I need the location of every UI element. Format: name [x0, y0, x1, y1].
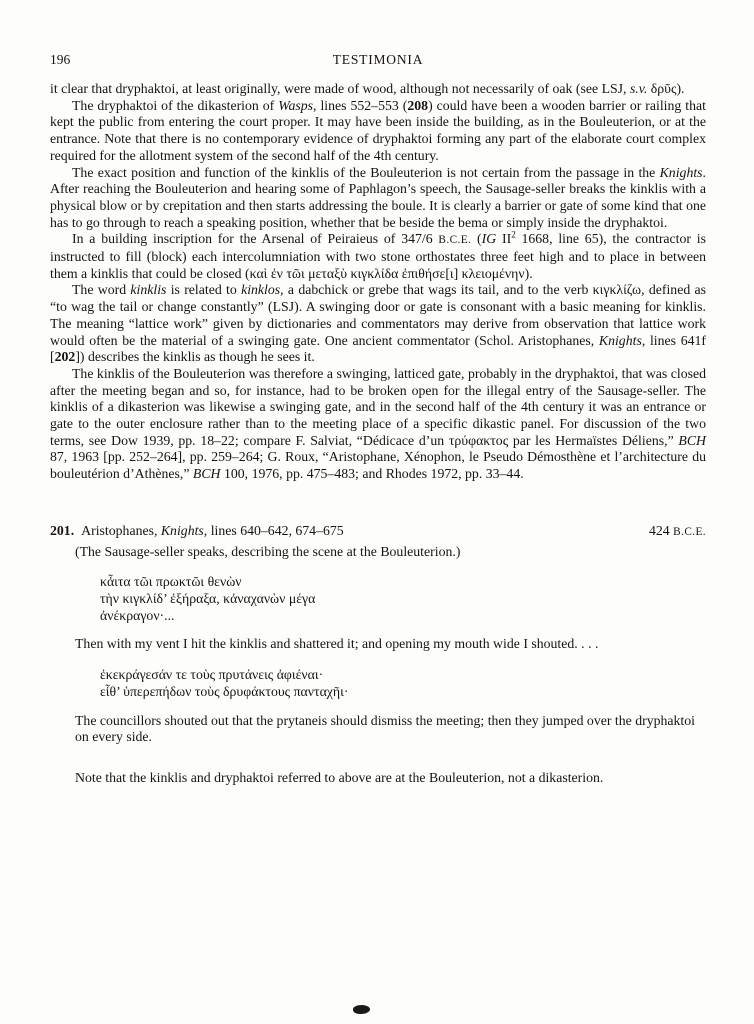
greek-line: ἐκεκράγεσάν τε τοὺς πρυτάνεις ἀφιέναι· — [100, 667, 324, 683]
testimonium-entry-201 — [50, 523, 706, 787]
running-head: TESTIMONIA — [332, 52, 424, 67]
entry-attribution: (The Sausage-seller speaks, describing the scene at the Bouleuterion.) — [75, 543, 461, 559]
translation-1: Then with my vent I hit the kinklis and shattered it; and opening my mouth wide I shouted. . . . — [75, 636, 599, 652]
page-header — [50, 52, 706, 69]
body-paragraph: The exact position and function of the kinklis of the Bouleuterion is not certain from the passage in the Knights. After reaching the Bouleuterion and hearing some of Paphlagon’s speech, the Sausage-seller breaks the kinklis with a physical blow or by crepitation and then starts addressing the boule. It is clearly a barrier or gate of some kind that one has to go through to reach a speaking position, whether that be beside the bema or simply inside the dryphaktoi. — [50, 164, 706, 230]
translation-2: The councillors shouted out that the prytaneis should dismiss the meeting; then they jumped over the dryphaktoi on every side. — [75, 712, 695, 745]
page-content — [50, 0, 706, 787]
greek-quotation-2 — [100, 667, 706, 700]
entry-number: 201. — [50, 522, 75, 538]
entry-heading — [50, 523, 706, 541]
body-paragraph: The word kinklis is related to kinklos, a dabchick or grebe that wags its tail, and to the verb κιγκλίζω, defined as “to wag the tail or change constantly” (LSJ). A swinging door or gate is consonant with a basic meaning for kinklis. The meaning “lattice work” given by dictionaries and commentators may derive from observation that lattice work would often be the material of a swinging gate. One ancient commentator (Schol. Aristophanes, Knights, lines 641f [202]) describes the kinklis as though he sees it. — [50, 282, 707, 365]
body-paragraph: it clear that dryphaktoi, at least originally, were made of wood, although not necessarily of oak (see LSJ, s.v. δρῦς). — [50, 81, 685, 96]
greek-line: ἀνέκραγον·... — [100, 607, 175, 623]
greek-line: τὴν κιγκλίδ’ ἐξήραξα, κἀναχανὼν μέγα — [100, 590, 316, 606]
body-paragraph: The dryphaktoi of the dikasterion of Wasps, lines 552–553 (208) could have been a wooden barrier or railing that kept the public from entering the court proper. It may have been inside the building, as in the Bouleuterion, or at the entrance. Note that there is no contemporary evidence of dryphaktoi forming any part of the elaborate court complex required for the allotment system of the second half of the 4th century. — [50, 97, 706, 163]
body-paragraph: In a building inscription for the Arsenal of Peiraieus of 347/6 B.C.E. (IG $II^2$ 1668, line 65), the contractor is instructed to fill (block) each intercolumniation with two stone orthostates three feet high and to place in between them a kinklis that could be closed (καὶ ἐν τῶι μεταξὺ κιγκλίδα ἐπιθήσε[ι] κλειομένην). — [50, 229, 706, 281]
body-paragraph: The kinklis of the Bouleuterion was therefore a swinging, latticed gate, probably in the dryphaktoi, that was closed after the meeting began and so, for instance, had to be broken open for the illegal entry of the Sausage-seller. The kinklis of a dikasterion was likewise a swinging gate, and in the second half of the 4th century it was an entrance or gate to the outer enclosure rather than to the meeting place of a specific dikastic panel. For discussion of the two terms, see Dow 1939, pp. 18–22; compare F. Salviat, “Dédicace d’un τρύφακτος par les Hermaïstes Déliens,” BCH 87, 1963 [pp. 252–264], pp. 259–264; G. Roux, “Aristophane, Xénophon, le Pseudo Démosthène et l’architecture du bouleutérion d’Athènes,” BCH 100, 1976, pp. 475–483; and Rhodes 1972, pp. 33–44. — [50, 365, 706, 482]
scan-ink-mark — [353, 1004, 371, 1014]
entry-date: 424 B.C.E. — [649, 522, 706, 538]
greek-quotation-1 — [100, 574, 706, 624]
entry-note: Note that the kinklis and dryphaktoi referred to above are at the Bouleuterion, not a dikasterion. — [75, 769, 604, 785]
greek-line: κἆιτα τῶι πρωκτῶι θενὼν — [100, 574, 242, 590]
greek-line: εἶθ’ ὑπερεπήδων τοὺς δρυφάκτους πανταχῆι· — [100, 683, 349, 699]
page-number: 196 — [50, 52, 71, 67]
body-text — [50, 81, 706, 483]
entry-title: Aristophanes, Knights, lines 640–642, 674–675 — [81, 522, 344, 538]
